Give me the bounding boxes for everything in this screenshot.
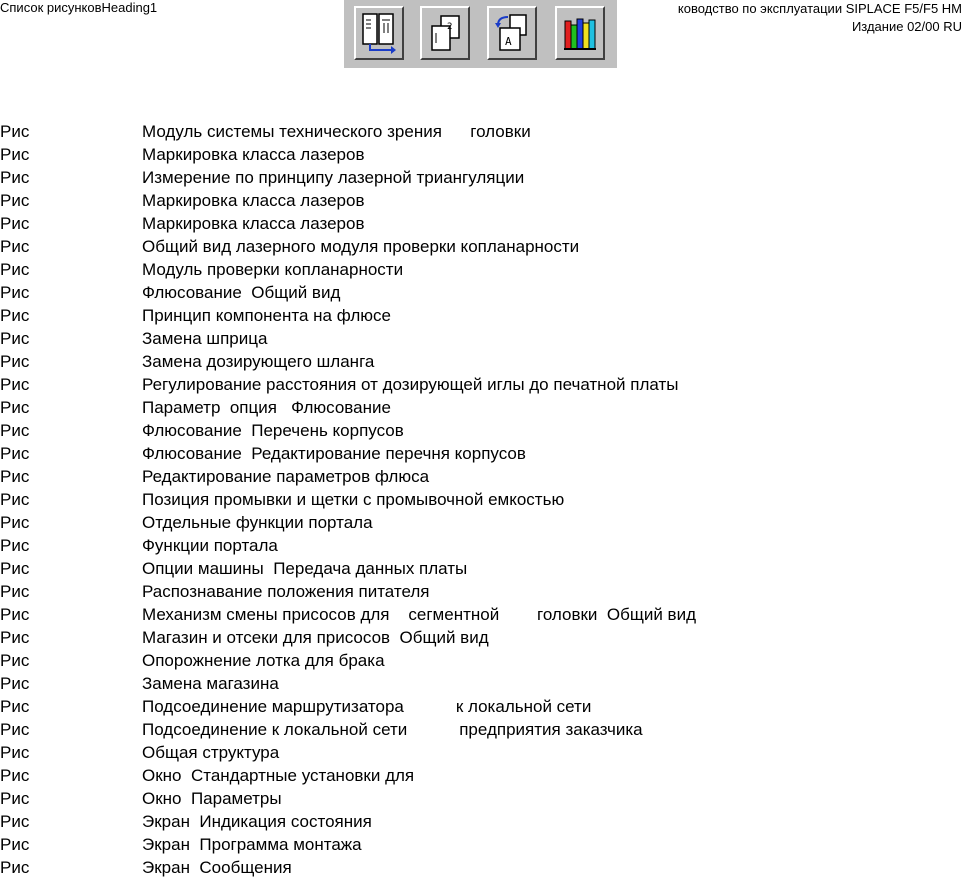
- figure-title[interactable]: Флюсование Редактирование перечня корпусов: [142, 444, 526, 463]
- figure-entry[interactable]: [0, 810, 962, 833]
- figure-label: Рис: [0, 743, 30, 762]
- figure-entry[interactable]: [0, 603, 962, 626]
- figure-title[interactable]: Флюсование Общий вид: [142, 283, 341, 302]
- figure-entry[interactable]: [0, 534, 962, 557]
- figure-label: Рис: [0, 467, 30, 486]
- figure-entry[interactable]: [0, 212, 962, 235]
- figure-label: Рис: [0, 375, 30, 394]
- figure-label: Рис: [0, 398, 30, 417]
- figure-entry[interactable]: [0, 580, 962, 603]
- figure-label: Рис: [0, 789, 30, 808]
- header-edition: Издание 02/00 RU: [851, 19, 962, 34]
- stacked-pages-button[interactable]: [420, 6, 470, 60]
- figure-entry[interactable]: [0, 258, 962, 281]
- navigation-toolbar: [344, 0, 617, 68]
- figure-entry[interactable]: [0, 718, 962, 741]
- figure-label: Рис: [0, 605, 30, 624]
- figure-entry[interactable]: [0, 396, 962, 419]
- figure-list: [0, 120, 962, 879]
- figure-title[interactable]: Подсоединение маршрутизатора к локальной сети: [142, 697, 592, 716]
- books-icon: [560, 11, 600, 55]
- figure-label: Рис: [0, 444, 30, 463]
- figure-title[interactable]: Магазин и отсеки для присосов Общий вид: [142, 628, 489, 647]
- figure-title[interactable]: Замена шприца: [142, 329, 268, 348]
- figure-title[interactable]: Экран Индикация состояния: [142, 812, 372, 831]
- figure-label: Рис: [0, 858, 30, 877]
- figure-title[interactable]: Общая структура: [142, 743, 280, 762]
- figure-entry[interactable]: [0, 442, 962, 465]
- figure-title[interactable]: Опции машины Передача данных платы: [142, 559, 468, 578]
- header-section-title: Список рисунковHeading1: [0, 0, 158, 15]
- figure-title[interactable]: Регулирование расстояния от дозирующей иглы до печатной платы: [142, 375, 679, 394]
- figure-title[interactable]: Позиция промывки и щетки с промывочной емкостью: [142, 490, 565, 509]
- figure-title[interactable]: Окно Стандартные установки для: [142, 766, 415, 785]
- page-refresh-icon: [492, 11, 532, 55]
- figure-title[interactable]: Распознавание положения питателя: [142, 582, 430, 601]
- figure-label: Рис: [0, 628, 30, 647]
- figure-entry[interactable]: [0, 672, 962, 695]
- figure-title[interactable]: Маркировка класса лазеров: [142, 191, 365, 210]
- figure-label: Рис: [0, 306, 30, 325]
- figure-label: Рис: [0, 122, 30, 141]
- figure-title[interactable]: Экран Сообщения: [142, 858, 292, 877]
- figure-entry[interactable]: [0, 649, 962, 672]
- figure-entry[interactable]: [0, 350, 962, 373]
- figure-title[interactable]: Редактирование параметров флюса: [142, 467, 430, 486]
- figure-entry[interactable]: [0, 189, 962, 212]
- figure-entry[interactable]: [0, 281, 962, 304]
- figure-entry[interactable]: [0, 511, 962, 534]
- figure-label: Рис: [0, 352, 30, 371]
- two-pages-arrow-button[interactable]: [354, 6, 404, 60]
- figure-entry[interactable]: [0, 488, 962, 511]
- header-document-info: [678, 0, 962, 36]
- figure-title[interactable]: Модуль системы технического зрения головки: [142, 122, 531, 141]
- figure-label: Рис: [0, 214, 30, 233]
- figure-entry[interactable]: [0, 465, 962, 488]
- figure-label: Рис: [0, 513, 30, 532]
- two-pages-arrow-icon: [359, 11, 399, 55]
- figure-label: Рис: [0, 812, 30, 831]
- figure-title[interactable]: Принцип компонента на флюсе: [142, 306, 391, 325]
- figure-entry[interactable]: [0, 626, 962, 649]
- figure-title[interactable]: Маркировка класса лазеров: [142, 214, 365, 233]
- figure-entry[interactable]: [0, 695, 962, 718]
- figure-label: Рис: [0, 720, 30, 739]
- figure-title[interactable]: Модуль проверки копланарности: [142, 260, 404, 279]
- stacked-pages-icon: [425, 11, 465, 55]
- figure-entry[interactable]: [0, 304, 962, 327]
- figure-title[interactable]: Маркировка класса лазеров: [142, 145, 365, 164]
- figure-entry[interactable]: [0, 166, 962, 189]
- figure-title[interactable]: Подсоединение к локальной сети предприятия заказчика: [142, 720, 643, 739]
- figure-entry[interactable]: [0, 143, 962, 166]
- figure-label: Рис: [0, 536, 30, 555]
- figure-entry[interactable]: [0, 787, 962, 810]
- svg-text:2: 2: [447, 22, 453, 32]
- figure-title[interactable]: Опорожнение лотка для брака: [142, 651, 385, 670]
- figure-label: Рис: [0, 145, 30, 164]
- figure-entry[interactable]: [0, 373, 962, 396]
- figure-title[interactable]: Механизм смены присосов для сегментной головки Общий вид: [142, 605, 696, 624]
- figure-label: Рис: [0, 559, 30, 578]
- figure-entry[interactable]: [0, 557, 962, 580]
- figure-entry[interactable]: [0, 120, 962, 143]
- figure-entry[interactable]: [0, 327, 962, 350]
- svg-text:A: A: [505, 35, 512, 48]
- page-refresh-button[interactable]: [487, 6, 537, 60]
- figure-label: Рис: [0, 697, 30, 716]
- figure-label: Рис: [0, 329, 30, 348]
- figure-entry[interactable]: [0, 419, 962, 442]
- figure-label: Рис: [0, 835, 30, 854]
- figure-entry[interactable]: [0, 856, 962, 879]
- figure-label: Рис: [0, 191, 30, 210]
- header-manual-title: ководство по эксплуатации SIPLACE F5/F5 HM: [677, 1, 962, 16]
- figure-label: Рис: [0, 168, 30, 187]
- figure-label: Рис: [0, 674, 30, 693]
- figure-title[interactable]: Параметр опция Флюсование: [142, 398, 391, 417]
- figure-label: Рис: [0, 237, 30, 256]
- figure-title[interactable]: Измерение по принципу лазерной триангуляции: [142, 168, 525, 187]
- figure-label: Рис: [0, 582, 30, 601]
- figure-title[interactable]: Окно Параметры: [142, 789, 282, 808]
- figure-label: Рис: [0, 651, 30, 670]
- figure-title[interactable]: Функции портала: [142, 536, 278, 555]
- figure-entry[interactable]: [0, 741, 962, 764]
- figure-label: Рис: [0, 421, 30, 440]
- figure-title[interactable]: Отдельные функции портала: [142, 513, 373, 532]
- figure-label: Рис: [0, 260, 30, 279]
- figure-title[interactable]: Экран Программа монтажа: [142, 835, 362, 854]
- figure-label: Рис: [0, 490, 30, 509]
- figure-title[interactable]: Замена дозирующего шланга: [142, 352, 375, 371]
- figure-entry[interactable]: [0, 764, 962, 787]
- figure-title[interactable]: Общий вид лазерного модуля проверки копланарности: [142, 237, 580, 256]
- figure-entry[interactable]: [0, 235, 962, 258]
- figure-title[interactable]: Замена магазина: [142, 674, 279, 693]
- books-button[interactable]: [555, 6, 605, 60]
- figure-label: Рис: [0, 283, 30, 302]
- figure-entry[interactable]: [0, 833, 962, 856]
- figure-title[interactable]: Флюсование Перечень корпусов: [142, 421, 404, 440]
- figure-label: Рис: [0, 766, 30, 785]
